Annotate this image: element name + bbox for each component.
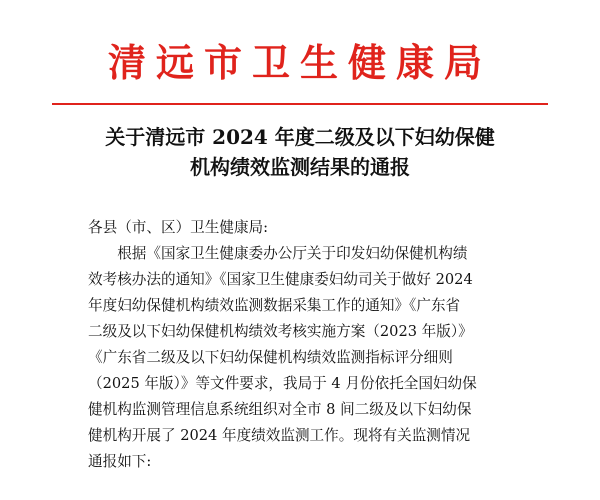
document-title-line-1: 关于清远市 2024 年度二级及以下妇幼保健 — [105, 125, 495, 149]
salutation: 各县（市、区）卫生健康局: — [88, 219, 269, 236]
body-line: 健机构监测管理信息系统组织对全市 8 间二级及以下妇幼保 — [88, 401, 472, 418]
document-title-line-2: 机构绩效监测结果的通报 — [190, 155, 410, 179]
body-line: 年度妇幼保健机构绩效监测数据采集工作的通知》《广东省 — [88, 297, 461, 314]
body-line: 通报如下: — [88, 453, 152, 470]
body-line: 效考核办法的通知》《国家卫生健康委妇幼司关于做好 2024 — [88, 271, 473, 288]
document-body — [88, 215, 520, 475]
letterhead-title: 清远市卫生健康局 — [107, 40, 492, 85]
body-line: （2025 年版）》等文件要求，我局于 4 月份依托全国妇幼保 — [88, 375, 477, 392]
body-line: 健机构开展了 2024 年度绩效监测工作。现将有关监测情况 — [88, 427, 471, 444]
document-title — [40, 122, 560, 182]
body-line: 根据《国家卫生健康委办公厅关于印发妇幼保健机构绩 — [88, 245, 468, 262]
body-line: 二级及以下妇幼保健机构绩效考核实施方案（2023 年版）》 — [88, 323, 473, 340]
letterhead-red-rule — [52, 103, 548, 105]
body-line: 《广东省二级及以下妇幼保健机构绩效监测指标评分细则 — [88, 349, 453, 366]
